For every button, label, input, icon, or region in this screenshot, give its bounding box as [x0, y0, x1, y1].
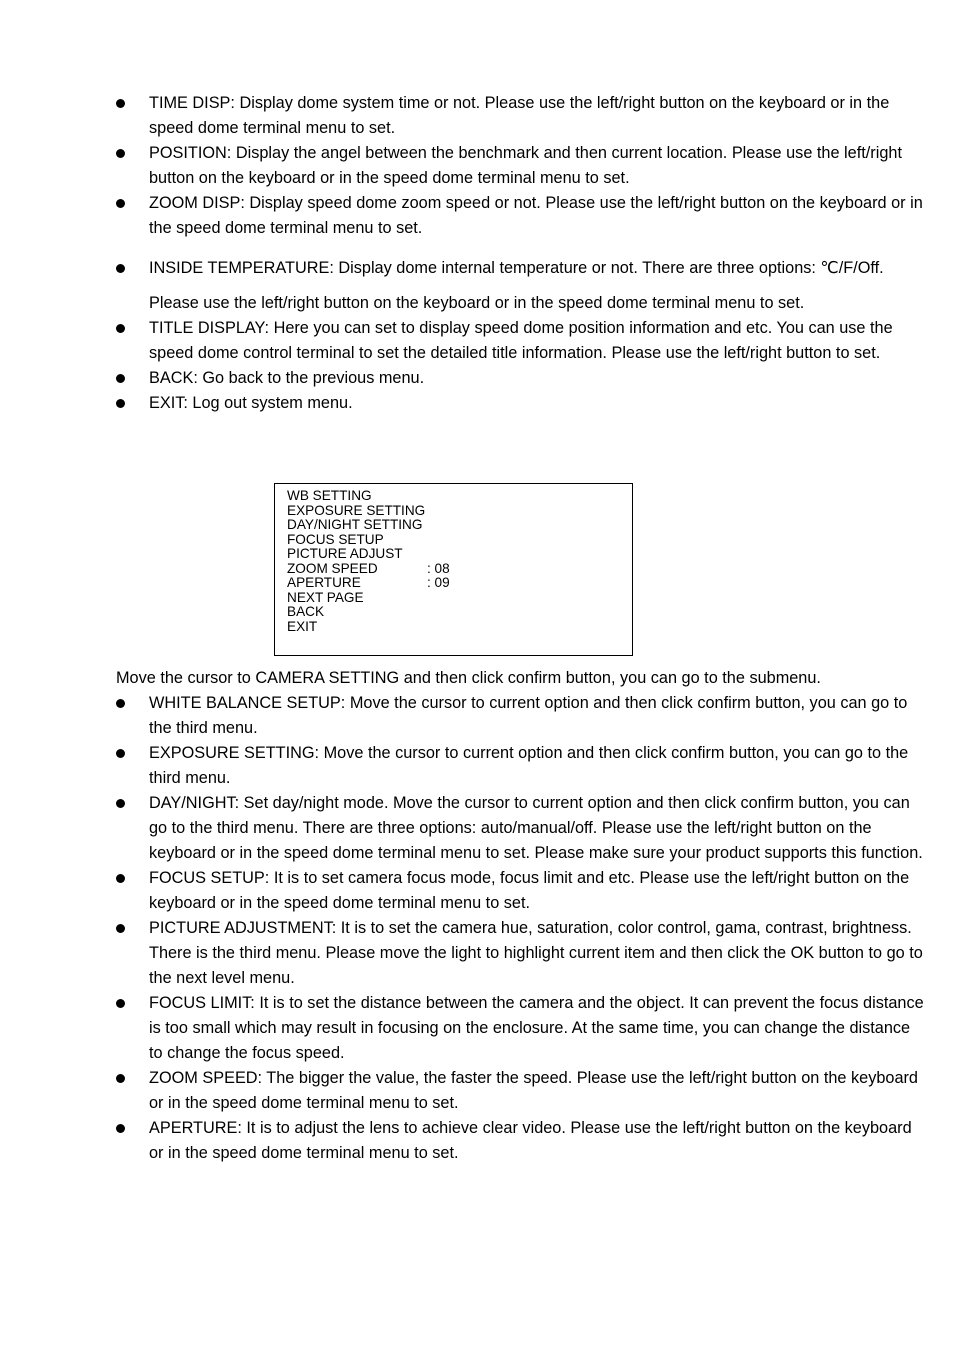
menu-item-label: ZOOM SPEED [287, 560, 378, 576]
bullet-icon [116, 324, 125, 333]
camera-menu-screen [274, 483, 633, 656]
menu-item-back [287, 605, 450, 620]
menu-item-focus-setup [287, 533, 450, 548]
menu-item-label: APERTURE [287, 575, 361, 590]
menu-item-label: PICTURE ADJUST [287, 546, 403, 561]
list-item [116, 691, 928, 741]
list-item-text: BACK: Go back to the previous menu. [149, 369, 425, 387]
bullet-icon [116, 99, 125, 108]
list-item [116, 1066, 928, 1116]
list-item [116, 866, 928, 916]
list-item [116, 91, 928, 141]
list-item-text: PICTURE ADJUSTMENT: It is to set the camera hue, saturation, color control, gama, contrast, brightness. There is the third menu. Please move the light to highlight current item and then click the OK button to go to the next level menu. [149, 919, 923, 987]
bullet-icon [116, 1124, 125, 1133]
bullet-icon [116, 874, 125, 883]
camera-setting-description-list [116, 691, 928, 1166]
list-item-text: EXIT: Log out system menu. [149, 394, 353, 412]
camera-menu-list [287, 489, 450, 634]
bullet-icon [116, 749, 125, 758]
menu-item-zoom-speed [287, 562, 450, 577]
list-item-text: FOCUS SETUP: It is to set camera focus mode, focus limit and etc. Please use the left/right button on the keyboard or in the speed dome terminal menu to set. [149, 869, 910, 912]
menu-item-day-night-setting [287, 518, 450, 533]
list-item [116, 191, 928, 241]
list-item-text: FOCUS LIMIT: It is to set the distance between the camera and the object. It can prevent the focus distance is too small which may result in focusing on the enclosure. At the same time, you can change the distance to change the focus speed. [149, 994, 924, 1062]
list-item-text: WHITE BALANCE SETUP: Move the cursor to current option and then click confirm button, you can go to the third menu. [149, 694, 908, 737]
list-item [116, 366, 928, 391]
menu-item-aperture [287, 576, 450, 591]
bullet-icon [116, 149, 125, 158]
menu-item-exit [287, 620, 450, 635]
bullet-icon [116, 374, 125, 383]
list-item [116, 741, 928, 791]
menu-item-label: FOCUS SETUP [287, 531, 384, 547]
bullet-icon [116, 199, 125, 208]
bullet-icon [116, 1074, 125, 1083]
list-item [116, 1116, 928, 1166]
list-item-text: INSIDE TEMPERATURE: Display dome internal temperature or not. There are three options: ℃/F/Off. [149, 259, 884, 277]
menu-item-picture-adjust [287, 547, 450, 562]
list-item-text: EXPOSURE SETTING: Move the cursor to current option and then click confirm button, you can go to the third menu. [149, 744, 909, 787]
list-item [116, 316, 928, 366]
list-item-text: DAY/NIGHT: Set day/night mode. Move the cursor to current option and then click confirm button, you can go to the third menu. There are three options: auto/manual/off. Please use the left/right button on the keyboard or in the speed dome terminal menu to set. Please make sure your product supports this function. [149, 794, 923, 862]
menu-item-label: BACK [287, 604, 325, 619]
intro-paragraph: Move the cursor to CAMERA SETTING and then click confirm button, you can go to the submenu. [116, 669, 821, 687]
list-item [116, 256, 928, 316]
setting-description-list [116, 91, 928, 416]
menu-item-value: : 08 [427, 560, 450, 576]
bullet-icon [116, 999, 125, 1008]
list-item-text: APERTURE: It is to adjust the lens to achieve clear video. Please use the left/right button on the keyboard or in the speed dome terminal menu to set. [149, 1119, 912, 1162]
list-item-text: TIME DISP: Display dome system time or not. Please use the left/right button on the keyboard or in the speed dome terminal menu to set. [149, 94, 890, 137]
menu-item-label: EXIT [287, 618, 318, 634]
menu-item-value: : 09 [427, 575, 450, 590]
bullet-icon [116, 924, 125, 933]
list-item [116, 391, 928, 416]
list-item-text: POSITION: Display the angel between the benchmark and then current location. Please use the left/right button on the keyboard or in the speed dome terminal menu to set. [149, 144, 902, 187]
bullet-icon [116, 699, 125, 708]
menu-item-exposure-setting [287, 504, 450, 519]
bullet-icon [116, 799, 125, 808]
list-item [116, 991, 928, 1066]
list-item-text: ZOOM DISP: Display speed dome zoom speed or not. Please use the left/right button on the keyboard or in the speed dome terminal menu to set. [149, 194, 923, 237]
menu-item-next-page [287, 591, 450, 606]
menu-item-label: NEXT PAGE [287, 589, 364, 605]
list-item-text: ZOOM SPEED: The bigger the value, the faster the speed. Please use the left/right button on the keyboard or in the speed dome terminal menu to set. [149, 1069, 918, 1112]
menu-item-wb-setting [287, 489, 450, 504]
list-item-continuation: Please use the left/right button on the keyboard or in the speed dome terminal menu to set. [149, 294, 805, 312]
menu-item-label: DAY/NIGHT SETTING [287, 517, 423, 532]
list-item [116, 791, 928, 866]
menu-item-label: EXPOSURE SETTING [287, 502, 426, 518]
menu-item-label: WB SETTING [287, 488, 372, 503]
list-item [116, 141, 928, 191]
list-item [116, 916, 928, 991]
bullet-icon [116, 264, 125, 273]
bullet-icon [116, 399, 125, 408]
list-item-text: TITLE DISPLAY: Here you can set to display speed dome position information and etc. You can use the speed dome control terminal to set the detailed title information. Please use the left/right button to set. [149, 319, 893, 362]
